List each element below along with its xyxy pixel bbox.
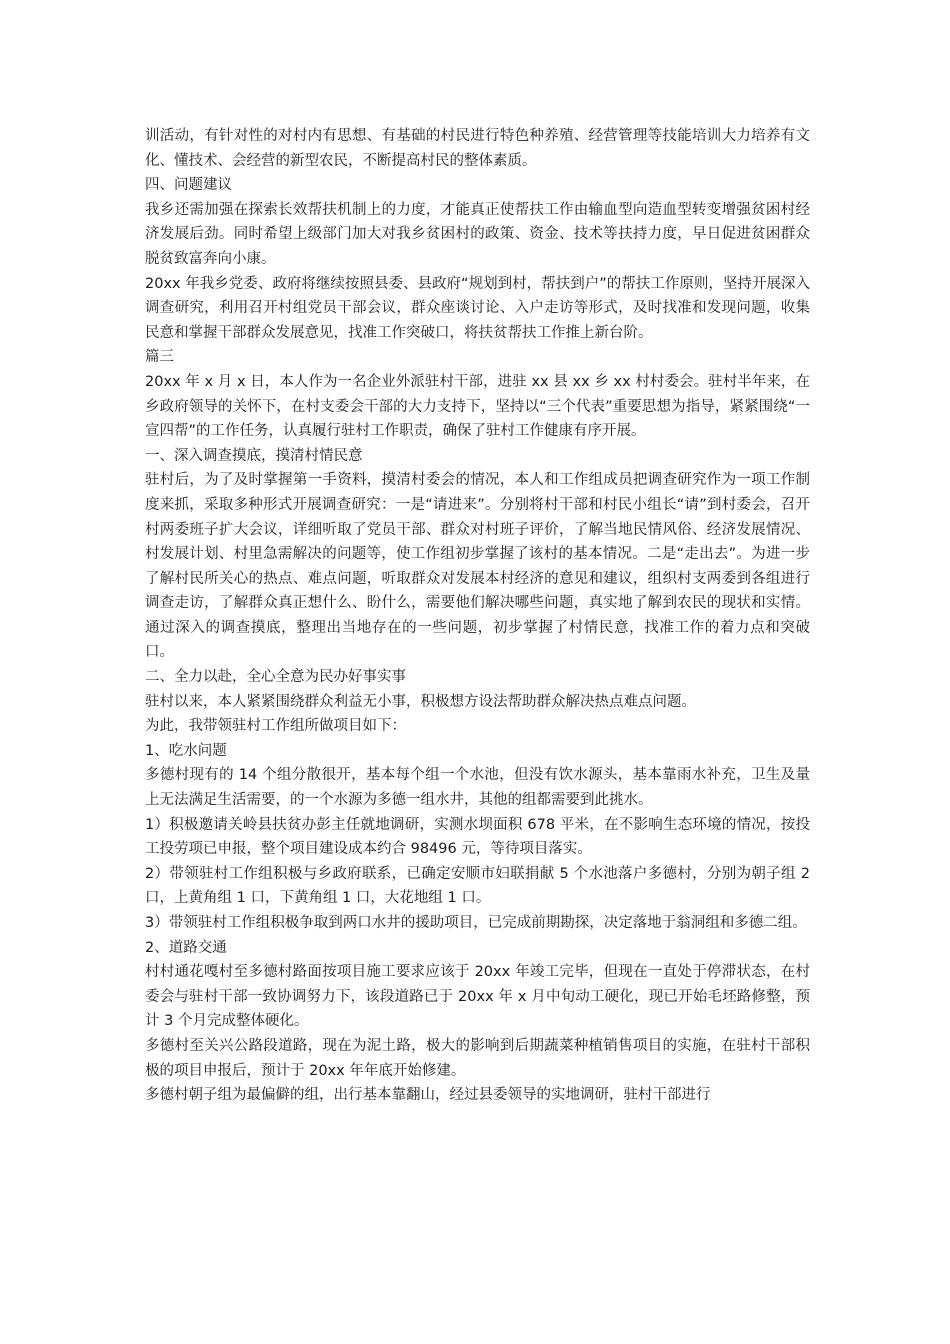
paragraph-9: 村村通花嘎村至多德村路面按项目施工要求应该于 20xx 年竣工完毕，但现在一直处于停滞状态，在村委会与驻村干部一致协调努力下，该段道路已于 20xx 年 x 月中旬动工硬化，现已开始毛坯路修整，预计 3 个月完成整体硬化。	[145, 964, 810, 1030]
document-page	[145, 124, 810, 1108]
paragraph-8: 多德村现有的 14 个组分散很开，基本每个组一个水池，但没有饮水源头，基本靠雨水补充，卫生及量上无法满足生活需要，的一个水源为多德一组水井，其他的组都需要到此挑水。	[145, 767, 810, 809]
paragraph-5: 驻村后，为了及时掌握第一手资料，摸清村委会的情况，本人和工作组成员把调查研究作为一项工作制度来抓，采取多种形式开展调查研究：一是“请进来”。分别将村干部和村民小组长“请”到村委会，召开村两委班子扩大会议，详细听取了党员干部、群众对村班子评价，了解当地民情风俗、经济发展情况、村发展计划、村里急需解决的问题等，使工作组初步掌握了该村的基本情况。二是“走出去”。为进一步了解村民所关心的热点、难点问题，听取群众对发展本村经济的意见和建议，组织村支两委到各组进行调查走访，了解群众真正想什么、盼什么，需要他们解决哪些问题，真实地了解到农民的现状和实情。通过深入的调查摸底，整理出当地存在的一些问题，初步掌握了村情民意，找准工作的着力点和突破口。	[145, 472, 810, 661]
chapter-heading: 篇三	[145, 349, 174, 366]
list-item-water-1: 1）积极邀请关岭县扶贫办彭主任就地调研，实测水坝面积 678 平米，在不影响生态环境的情况，按投工投劳项已申报，整个项目建设成本约合 98496 元，等待项目落实。	[145, 816, 810, 858]
paragraph-6: 驻村以来，本人紧紧围绕群众利益无小事，积极想方设法帮助群众解决热点难点问题。	[145, 693, 696, 710]
subheading-water: 1、吃水问题	[145, 742, 227, 759]
paragraph-2: 我乡还需加强在探索长效帮扶机制上的力度，才能真正使帮扶工作由输血型向造血型转变增强贫困村经济发展后劲。同时希望上级部门加大对我乡贫困村的政策、资金、技术等扶持力度，早日促进贫困群众脱贫致富奔向小康。	[145, 201, 810, 267]
list-item-water-2: 2）带领驻村工作组积极与乡政府联系，已确定安顺市妇联捐献 5 个水池落户多德村，分别为朝子组 2 口，上黄角组 1 口，下黄角组 1 口，大花地组 1 口。	[145, 865, 810, 907]
paragraph-11: 多德村朝子组为最偏僻的组，出行基本靠翻山，经过县委领导的实地调研，驻村干部进行	[145, 1087, 711, 1104]
paragraph-10: 多德村至关兴公路段道路，现在为泥土路，极大的影响到后期蔬菜种植销售项目的实施，在驻村干部积极的项目申报后，预计于 20xx 年年底开始修建。	[145, 1037, 810, 1079]
paragraph-3: 20xx 年我乡党委、政府将继续按照县委、县政府“规划到村，帮扶到户”的帮扶工作原则，坚持开展深入调查研究，利用召开村组党员干部会议，群众座谈讨论、入户走访等形式，及时找准和发现问题，收集民意和掌握干部群众发展意见，找准工作突破口，将扶贫帮扶工作推上新台阶。	[145, 275, 810, 341]
paragraph-1: 训活动，有针对性的对村内有思想、有基础的村民进行特色种养殖、经营管理等技能培训大力培养有文化、懂技术、会经营的新型农民，不断提高村民的整体素质。	[145, 128, 810, 169]
paragraph-7: 为此，我带领驻村工作组所做项目如下：	[145, 718, 406, 735]
section-heading-survey: 一、深入调查摸底，摸清村情民意	[145, 447, 363, 464]
subheading-roads: 2、道路交通	[145, 939, 227, 956]
list-item-water-3: 3）带领驻村工作组积极争取到两口水井的援助项目，已完成前期勘探，决定落地于翁洞组和多德二组。	[145, 915, 807, 931]
section-heading-service: 二、全力以赴，全心全意为民办好事实事	[145, 669, 406, 686]
section-heading-problems: 四、问题建议	[145, 177, 232, 194]
paragraph-4: 20xx 年 x 月 x 日，本人作为一名企业外派驻村干部，进驻 xx 县 xx 乡 xx 村村委会。驻村半年来，在乡政府领导的关怀下，在村支委会干部的大力支持下，坚持以“三个代表”重要思想为指导，紧紧围绕“一宣四帮”的工作任务，认真履行驻村工作职责，确保了驻村工作健康有序开展。	[145, 373, 810, 440]
